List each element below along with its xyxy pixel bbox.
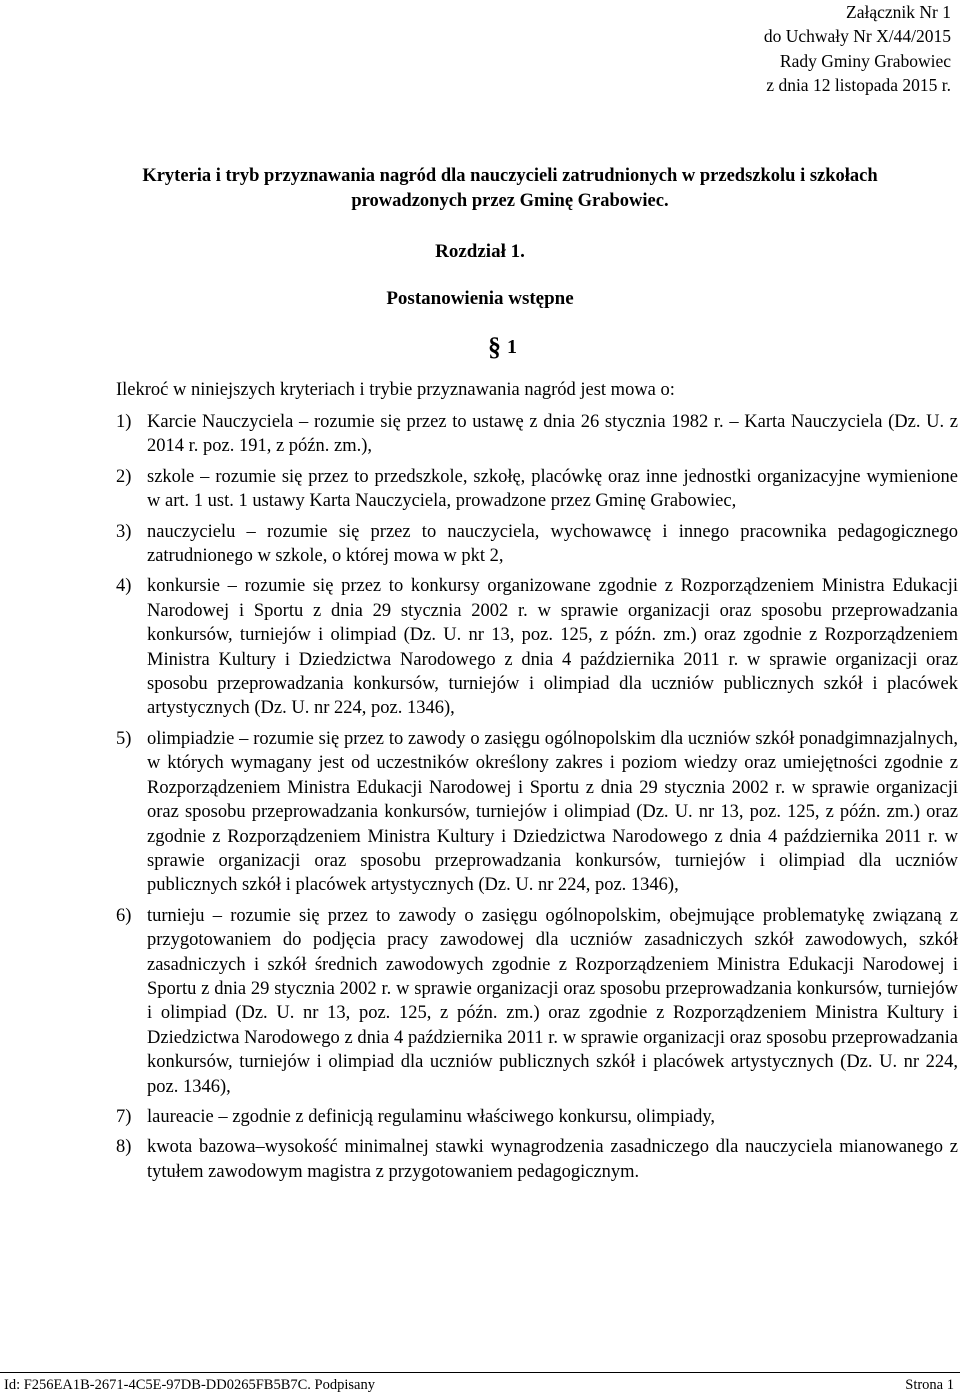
definition-number: 5) xyxy=(116,728,132,749)
annex-header xyxy=(764,0,951,98)
section-sign: § xyxy=(488,332,501,361)
footer-document-id: Id: F256EA1B-2671-4C5E-97DB-DD0265FB5B7C. Podpisany xyxy=(4,1377,375,1393)
definition-item xyxy=(116,1135,958,1184)
definition-text: konkursie – rozumie się przez to konkursy organizowane zgodnie z Rozporządzeniem Ministra Edukacji Narodowej i Sportu z dnia 29 stycznia 2002 r. w sprawie organizacji oraz sposobu przeprowadzania konkursów, turniejów i olimpiad (Dz. U. nr 13, poz. 125, z późn. zm.) oraz zgodnie z Rozporządzeniem Ministra Kultury i Dziedzictwa Narodowego z dnia 4 października 2011 r. w sprawie organizacji oraz sposobu przeprowadzania konkursów, turniejów i olimpiad dla uczniów publicznych szkół i placówek artystycznych (Dz. U. nr 224, poz. 1346), xyxy=(147,576,958,719)
definition-number: 2) xyxy=(116,466,132,487)
definition-number: 8) xyxy=(116,1137,132,1158)
definition-number: 7) xyxy=(116,1106,132,1127)
definition-text: szkole – rozumie się przez to przedszkole, szkołę, placówkę oraz inne jednostki organizacyjne wymienione w art. 1 ust. 1 ustawy Karta Nauczyciela, prowadzone przez Gminę Grabowiec, xyxy=(147,466,958,512)
definitions-list xyxy=(116,410,958,1190)
annex-line: do Uchwały Nr X/44/2015 xyxy=(763,26,951,47)
section-marker xyxy=(488,334,517,360)
definition-number: 6) xyxy=(116,905,132,926)
definition-item xyxy=(116,904,958,1099)
definition-item xyxy=(116,727,958,898)
definition-text: turnieju – rozumie się przez to zawody o zasięgu ogólnopolskim, obejmujące problematykę związaną z przygotowaniem do podjęcia pracy zawodowej dla uczniów zasadniczych szkół zawodowych, szkół zasadniczych i szkół średnich zawodowych zgodnie z Rozporządzeniem Ministra Edukacji Narodowej i Sportu z dnia 29 stycznia 2002 r. w sprawie organizacji oraz sposobu przeprowadzania konkursów, turniejów i olimpiad (Dz. U. nr 13, poz. 125, z późn. zm.) oraz zgodnie z Rozporządzeniem Ministra Kultury i Dziedzictwa Narodowego z dnia 4 października 2011 r. w sprawie organizacji oraz sposobu przeprowadzania konkursów, turniejów i olimpiad dla uczniów publicznych szkół i placówek artystycznych (Dz. U. nr 224, poz. 1346), xyxy=(147,905,958,1097)
footer-page-number: Strona 1 xyxy=(905,1377,954,1393)
chapter-number: Rozdział 1. xyxy=(435,241,525,262)
definition-text: laureacie – zgodnie z definicją regulaminu właściwego konkursu, olimpiady, xyxy=(147,1106,715,1127)
definition-text: kwota bazowa–wysokość minimalnej stawki wynagrodzenia zasadniczego dla nauczyciela mianowanego z tytułem zawodowym magistra z przygotowaniem pedagogicznym. xyxy=(147,1137,958,1182)
intro-paragraph: Ilekroć w niniejszych kryteriach i trybie przyznawania nagród jest mowa o: xyxy=(116,380,675,400)
section-number: 1 xyxy=(507,336,517,358)
definition-item xyxy=(116,520,958,569)
definition-number: 4) xyxy=(116,576,132,597)
definition-number: 3) xyxy=(116,521,132,542)
annex-line: z dnia 12 listopada 2015 r. xyxy=(766,75,951,96)
definition-item xyxy=(116,410,958,459)
definition-item xyxy=(116,574,958,720)
definition-text: Karcie Nauczyciela – rozumie się przez to ustawę z dnia 26 stycznia 1982 r. – Karta Nauczyciela (Dz. U. z 2014 r. poz. 191, z późn. zm.), xyxy=(147,412,958,457)
document-title xyxy=(90,164,930,214)
definition-text: nauczycielu – rozumie się przez to nauczyciela, wychowawcę i innego pracownika pedagogicznego zatrudnionego w szkole, o której mowa w pkt 2, xyxy=(147,521,958,567)
annex-line: Załącznik Nr 1 xyxy=(846,2,951,22)
footer-divider xyxy=(0,1372,960,1373)
definition-item xyxy=(116,465,958,514)
definition-number: 1) xyxy=(116,412,132,432)
chapter-heading: Postanowienia wstępne xyxy=(386,288,574,309)
definition-item xyxy=(116,1105,958,1129)
definition-text: olimpiadzie – rozumie się przez to zawody o zasięgu ogólnopolskim dla uczniów szkół ponadgimnazjalnych, w których wymagany jest od uczestników określony zakres i poziom wiedzy oraz umiejętności zgodnie z Rozporządzeniem Ministra Edukacji Narodowej i Sportu z dnia 29 stycznia 2002 r. w sprawie organizacji oraz sposobu przeprowadzania konkursów, turniejów i olimpiad (Dz. U. nr 13, poz. 125, z późn. zm.) oraz zgodnie z Rozporządzeniem Ministra Kultury i Dziedzictwa Narodowego z dnia 4 października 2011 r. w sprawie organizacji oraz sposobu przeprowadzania konkursów, turniejów i olimpiad dla uczniów publicznych szkół i placówek artystycznych (Dz. U. nr 224, poz. 1346), xyxy=(147,728,958,896)
annex-line: Rady Gminy Grabowiec xyxy=(779,50,951,71)
title-line: prowadzonych przez Gminę Grabowiec. xyxy=(351,191,669,211)
title-line: Kryteria i tryb przyznawania nagród dla nauczycieli zatrudnionych w przedszkolu i szkołach xyxy=(142,166,878,186)
